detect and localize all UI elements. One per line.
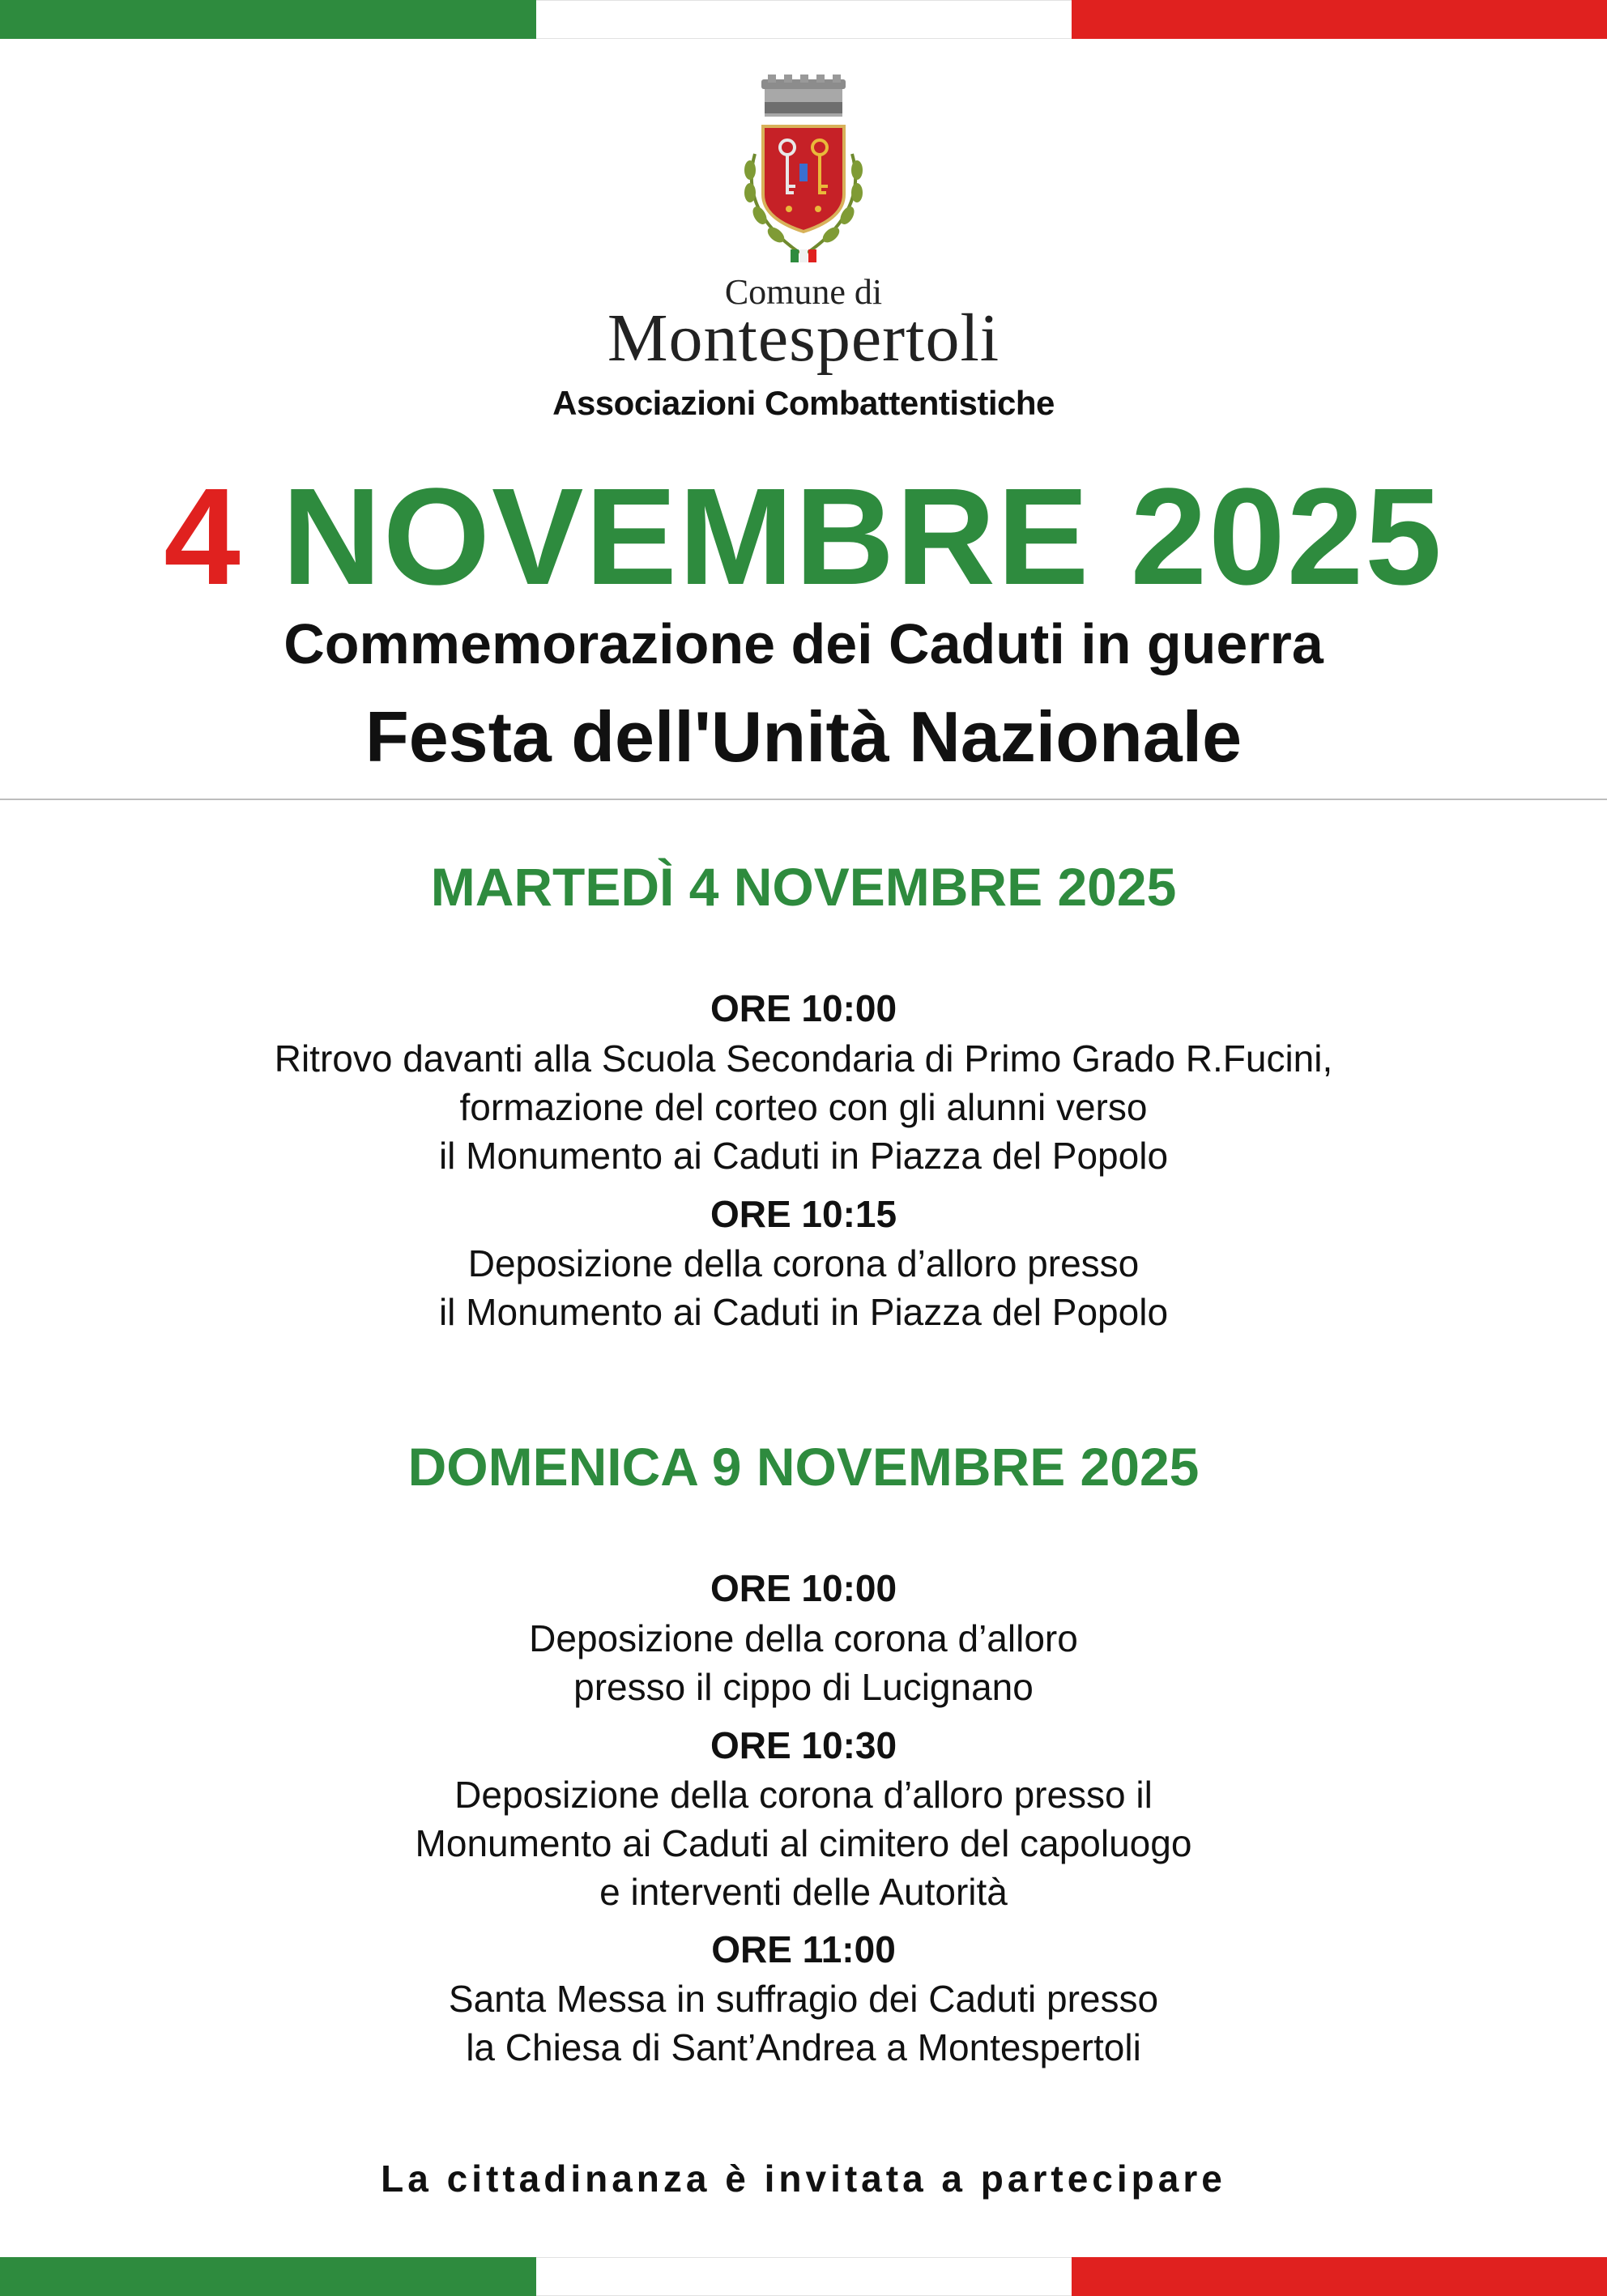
event-line: Deposizione della corona d’alloro presso — [467, 1242, 1140, 1284]
comune-di-label: Comune di — [724, 272, 883, 312]
headline-month-year: NOVEMBRE 2025 — [282, 460, 1443, 614]
event-line: e interventi delle Autorità — [599, 1871, 1008, 1913]
event-line: Deposizione della corona d’alloro presso il — [454, 1774, 1153, 1816]
flag-green-stripe — [0, 2257, 536, 2296]
day-heading-domenica: DOMENICA 9 NOVEMBRE 2025 — [407, 1437, 1200, 1497]
associazioni-label: Associazioni Combattentistiche — [552, 384, 1055, 422]
flag-red-stripe — [1072, 0, 1607, 39]
italian-flag-bar-bottom — [0, 2257, 1607, 2296]
event-line: formazione del corteo con gli alunni verso — [459, 1086, 1148, 1128]
headline-date — [0, 460, 1607, 614]
event-line: Ritrovo davanti alla Scuola Secondaria di Primo Grado R.Fucini, — [274, 1037, 1333, 1080]
event-time: ORE 11:00 — [711, 1928, 896, 1970]
event-line: il Monumento ai Caduti in Piazza del Popolo — [438, 1135, 1169, 1177]
italian-flag-bar-top — [0, 0, 1607, 39]
event-time: ORE 10:30 — [710, 1724, 897, 1766]
event-time: ORE 10:15 — [710, 1193, 897, 1235]
event-line: il Monumento ai Caduti in Piazza del Popolo — [438, 1291, 1169, 1333]
flag-white-stripe — [536, 0, 1072, 39]
event-line: Santa Messa in suffragio dei Caduti presso — [448, 1978, 1159, 2020]
headline-day: 4 — [164, 460, 242, 614]
flag-green-stripe — [0, 0, 536, 39]
event-time: ORE 10:00 — [710, 1567, 897, 1609]
day-heading-martedi: MARTEDÌ 4 NOVEMBRE 2025 — [430, 857, 1177, 917]
event-line: Monumento ai Caduti al cimitero del capoluogo — [415, 1822, 1192, 1864]
flag-red-stripe — [1072, 2257, 1607, 2296]
divider — [0, 799, 1607, 800]
event-line: la Chiesa di Sant’Andrea a Montespertoli — [466, 2026, 1141, 2068]
flag-white-stripe — [536, 2257, 1072, 2296]
commemorazione-title: Commemorazione dei Caduti in guerra — [283, 612, 1324, 675]
festa-title: Festa dell'Unità Nazionale — [364, 696, 1243, 777]
montespertoli-coat-of-arms-icon — [723, 73, 884, 283]
event-time: ORE 10:00 — [710, 987, 897, 1029]
comune-name: Montespertoli — [607, 300, 1000, 376]
event-line: Deposizione della corona d’alloro — [529, 1617, 1078, 1659]
invitation-text: La cittadinanza è invitata a partecipare — [381, 2158, 1226, 2200]
event-line: presso il cippo di Lucignano — [573, 1666, 1034, 1708]
